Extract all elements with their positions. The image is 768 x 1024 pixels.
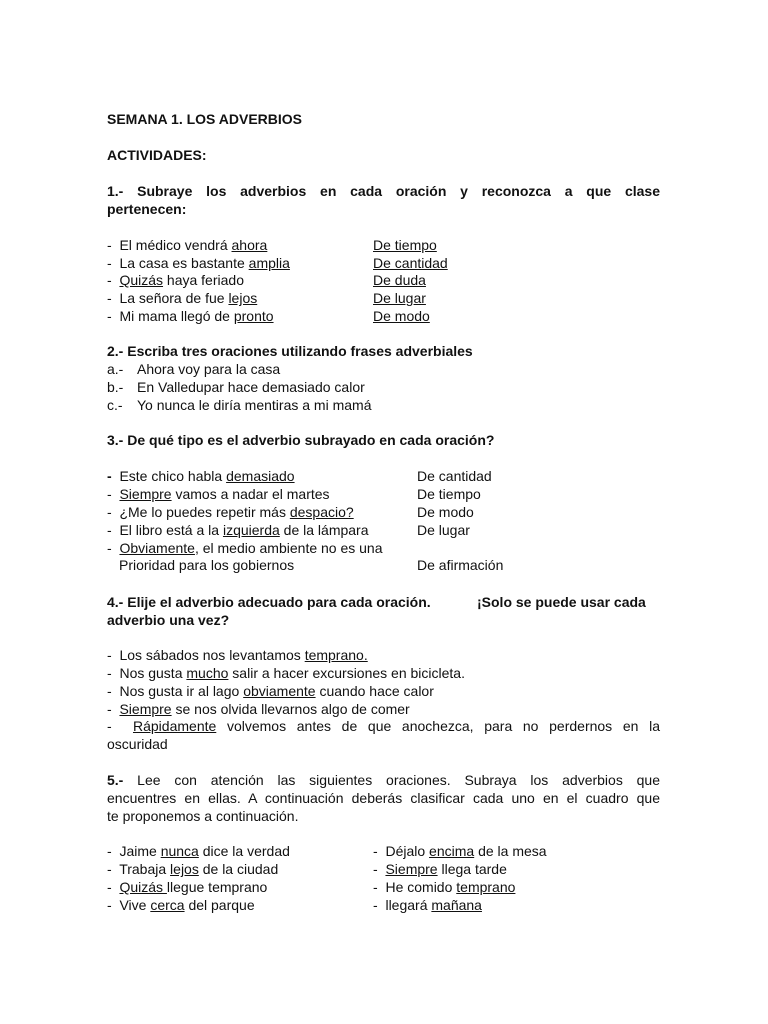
q3-item: - ¿Me lo puedes repetir más despacio? (107, 504, 354, 520)
adverb: cerca (150, 897, 185, 913)
q2-item-label: b.- (107, 379, 124, 395)
q1-class: De lugar (373, 290, 426, 306)
q3-item: - Obviamente, el medio ambiente no es una (107, 540, 383, 556)
q4-heading-line1-end: ¡Solo se puede usar cada (477, 594, 646, 610)
q5-item: - Vive cerca del parque (107, 897, 255, 913)
activities-heading: ACTIVIDADES: (107, 147, 207, 163)
adverb: amplia (248, 255, 290, 271)
adverb: Siempre (119, 486, 172, 502)
adverb: despacio? (289, 504, 354, 520)
q5-number: 5.- (107, 772, 124, 788)
adverb: Rápidamente (133, 718, 217, 734)
adverb: Siempre (119, 701, 172, 717)
q1-heading-line2: pertenecen: (107, 201, 187, 217)
adverb: izquierda (222, 522, 280, 538)
q5-instructions-line2: encuentres en ellas. A continuación deberás clasificar cada uno en el cuadro que (107, 790, 660, 806)
adverb: lejos (228, 290, 258, 306)
q3-class: De afirmación (417, 557, 504, 573)
adverb: demasiado (226, 468, 295, 484)
adverb: obviamente (243, 683, 316, 699)
q5-instructions-line3: te proponemos a continuación. (107, 808, 299, 824)
q5-item: - Quizás llegue temprano (107, 879, 268, 895)
adverb: mañana (431, 897, 482, 913)
q2-item-text: En Valledupar hace demasiado calor (137, 379, 365, 395)
adverb: nunca (160, 843, 199, 859)
q3-heading: 3.- De qué tipo es el adverbio subrayado en cada oración? (107, 432, 495, 448)
q1-class: De duda (373, 272, 426, 288)
q3-class: De tiempo (417, 486, 481, 502)
q2-item-text: Ahora voy para la casa (137, 361, 281, 377)
adverb: Quizás (119, 272, 164, 288)
q1-class: De modo (373, 308, 430, 324)
q1-item: - Mi mama llegó de pronto (107, 308, 274, 324)
adverb: Siempre (385, 861, 438, 877)
adverb: temprano (456, 879, 516, 895)
adverb: lejos (170, 861, 199, 877)
q3-item: - Siempre vamos a nadar el martes (107, 486, 330, 502)
q5-item: - Trabaja lejos de la ciudad (107, 861, 279, 877)
q5-item: - llegará mañana (373, 897, 482, 913)
q4-item: - Los sábados nos levantamos temprano. (107, 647, 368, 663)
q5-item: - Jaime nunca dice la verdad (107, 843, 290, 859)
q4-item: - Nos gusta ir al lago obviamente cuando hace calor (107, 683, 434, 699)
q5-instructions-line1: 5.- Lee con atención las siguientes oraciones. Subraya los adverbios que (107, 772, 660, 788)
q4-item: - Siempre se nos olvida llevarnos algo de comer (107, 701, 410, 717)
adverb: Obviamente (119, 540, 195, 556)
adverb: pronto (233, 308, 274, 324)
q3-class: De modo (417, 504, 474, 520)
q4-heading-line2: adverbio una vez? (107, 612, 230, 628)
q2-heading: 2.- Escriba tres oraciones utilizando frases adverbiales (107, 343, 473, 359)
q1-item: - El médico vendrá ahora (107, 237, 268, 253)
q4-item-continuation: oscuridad (107, 736, 168, 752)
q5-item: - Déjalo encima de la mesa (373, 843, 547, 859)
q1-item: - Quizás haya feriado (107, 272, 244, 288)
q4-heading-line1: 4.- Elije el adverbio adecuado para cada oración. (107, 594, 431, 610)
page-title: SEMANA 1. LOS ADVERBIOS (107, 111, 302, 127)
q1-heading-line1: 1.- Subraye los adverbios en cada oración y reconozca a que clase (107, 183, 660, 199)
q1-item: - La casa es bastante amplia (107, 255, 290, 271)
q1-class: De tiempo (373, 237, 437, 253)
q3-item: - Este chico habla demasiado (107, 468, 295, 484)
q2-item-text: Yo nunca le diría mentiras a mi mamá (137, 397, 372, 413)
q1-item: - La señora de fue lejos (107, 290, 258, 306)
adverb: ahora (231, 237, 268, 253)
q2-item-label: c.- (107, 397, 123, 413)
q4-item: - Rápidamente volvemos antes de que anochezca, para no perdernos en la (107, 718, 660, 734)
q2-item-label: a.- (107, 361, 124, 377)
q3-item: - El libro está a la izquierda de la lámpara (107, 522, 369, 538)
q5-item: - He comido temprano (373, 879, 516, 895)
q3-class: De cantidad (417, 468, 492, 484)
adverb: temprano. (304, 647, 368, 663)
q3-class: De lugar (417, 522, 470, 538)
adverb: encima (429, 843, 475, 859)
q5-item: - Siempre llega tarde (373, 861, 507, 877)
adverb: Quizás (119, 879, 167, 895)
adverb: mucho (186, 665, 229, 681)
q4-item: - Nos gusta mucho salir a hacer excursiones en bicicleta. (107, 665, 465, 681)
q3-item-continuation: Prioridad para los gobiernos (119, 557, 295, 573)
q1-class: De cantidad (373, 255, 448, 271)
